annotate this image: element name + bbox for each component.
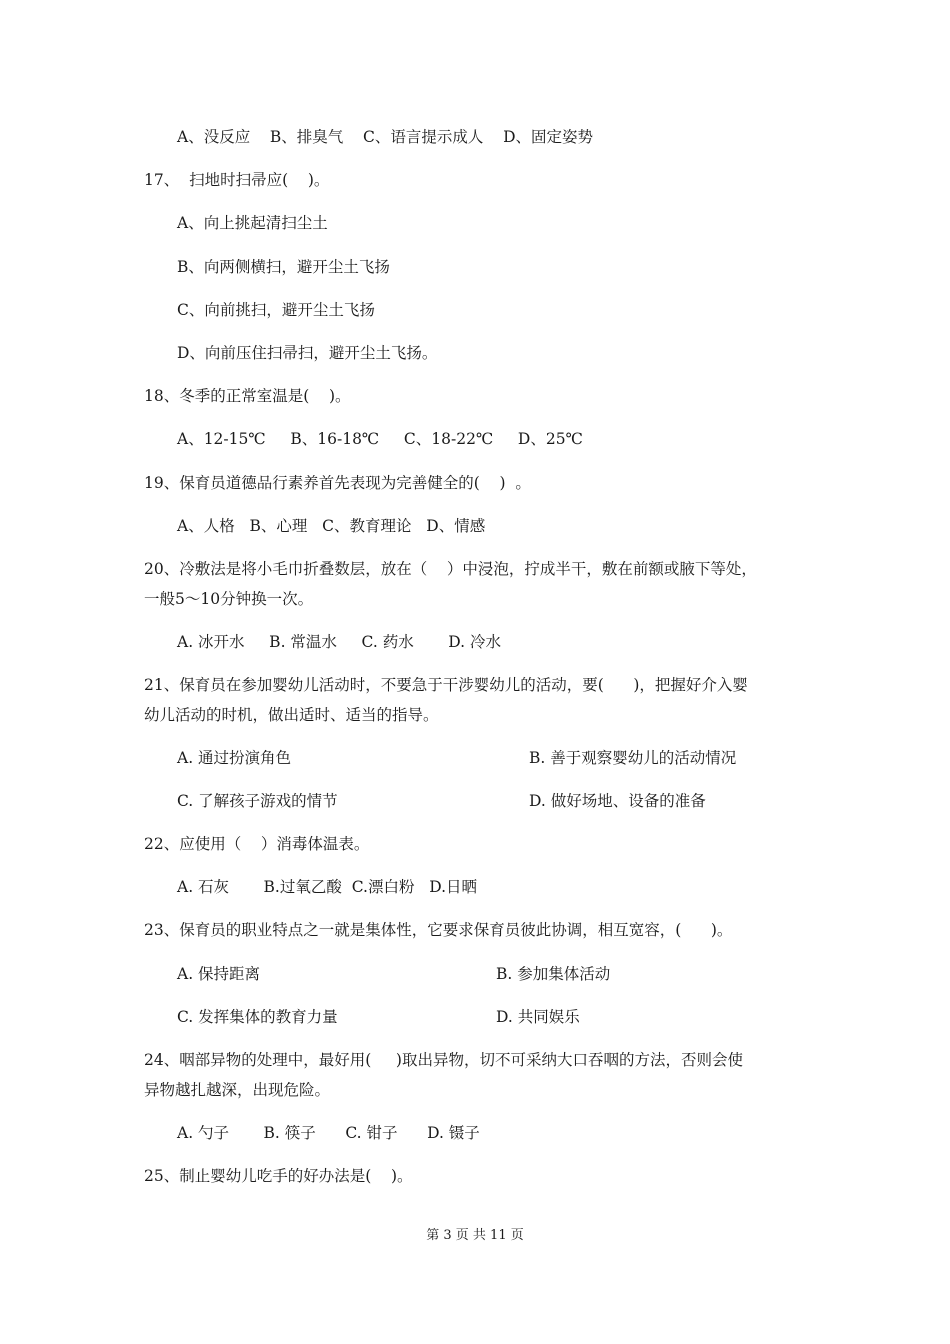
q17-option-c: C、向前挑扫，避开尘土飞扬 xyxy=(177,301,375,319)
q19-options: A、人格 B、心理 C、教育理论 D、情感 xyxy=(177,517,486,535)
q18-options: A、12-15℃ B、16-18℃ C、18-22℃ D、25℃ xyxy=(177,430,583,448)
q23-option-a: A. 保持距离 xyxy=(177,965,261,983)
q22-options: A. 石灰 B.过氧乙酸 C.漂白粉 D.日晒 xyxy=(177,878,478,896)
q21-option-a: A. 通过扮演角色 xyxy=(177,749,292,767)
q24-question-line1: 24、咽部异物的处理中，最好用( )取出异物，切不可采纳大口吞咽的方法，否则会使 xyxy=(144,1051,743,1069)
q21-question-line1: 21、保育员在参加婴幼儿活动时，不要急于干涉婴幼儿的活动，要( )，把握好介入婴 xyxy=(144,676,748,694)
q20-options: A. 冰开水 B. 常温水 C. 药水 D. 冷水 xyxy=(177,633,501,651)
q17-option-a: A、向上挑起清扫尘土 xyxy=(177,214,328,232)
q18-question: 18、冬季的正常室温是( )。 xyxy=(144,387,351,405)
q19-question: 19、保育员道德品行素养首先表现为完善健全的( ) 。 xyxy=(144,474,531,492)
q17-option-b: B、向两侧横扫，避开尘土飞扬 xyxy=(177,258,390,276)
q17-question: 17、 扫地时扫帚应( )。 xyxy=(144,171,330,189)
q20-question-line2: 一般5～10分钟换一次。 xyxy=(144,590,314,608)
q25-question: 25、制止婴幼儿吃手的好办法是( )。 xyxy=(144,1167,413,1185)
q23-option-b: B. 参加集体活动 xyxy=(496,965,611,983)
q21-option-b: B. 善于观察婴幼儿的活动情况 xyxy=(529,749,737,767)
q24-options: A. 勺子 B. 筷子 C. 钳子 D. 镊子 xyxy=(177,1124,480,1142)
q22-question: 22、应使用（ ）消毒体温表。 xyxy=(144,835,370,853)
q23-question: 23、保育员的职业特点之一就是集体性，它要求保育员彼此协调，相互宽容，( )。 xyxy=(144,921,733,939)
q17-option-d: D、向前压住扫帚扫，避开尘土飞扬。 xyxy=(177,344,438,362)
q21-option-c: C. 了解孩子游戏的情节 xyxy=(177,792,338,810)
q23-option-d: D. 共同娱乐 xyxy=(496,1008,580,1026)
q24-question-line2: 异物越扎越深，出现危险。 xyxy=(144,1081,331,1099)
page-number-footer: 第 3 页 共 11 页 xyxy=(426,1228,524,1243)
q20-question-line1: 20、冷敷法是将小毛巾折叠数层，放在（ ）中浸泡，拧成半干，敷在前额或腋下等处， xyxy=(144,560,757,578)
q16-options: A、没反应 B、排臭气 C、语言提示成人 D、固定姿势 xyxy=(177,128,593,146)
q21-question-line2: 幼儿活动的时机，做出适时、适当的指导。 xyxy=(144,706,439,724)
q21-option-d: D. 做好场地、设备的准备 xyxy=(529,792,706,810)
q23-option-c: C. 发挥集体的教育力量 xyxy=(177,1008,338,1026)
